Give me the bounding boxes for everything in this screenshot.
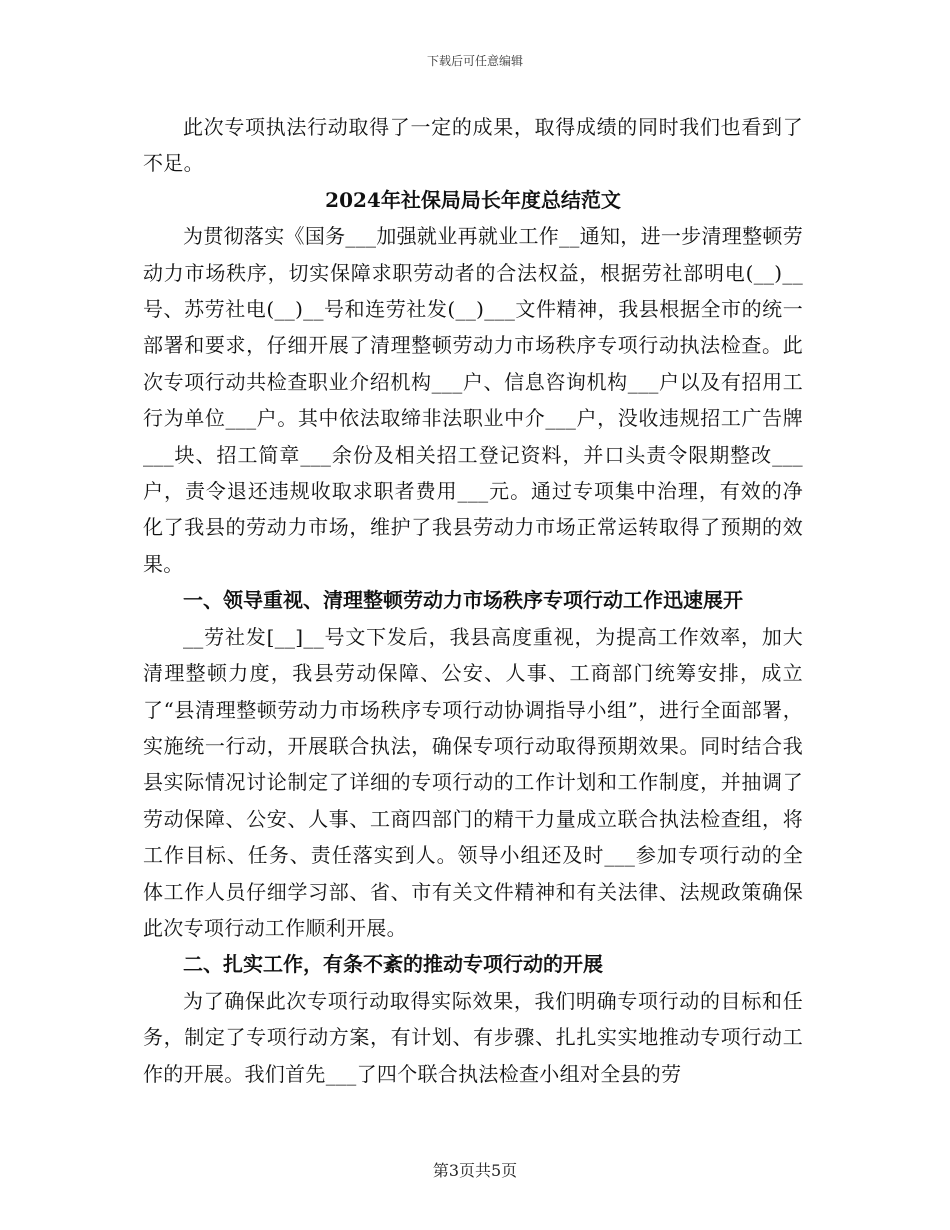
document-title: 2024年社保局局长年度总结范文 <box>325 187 621 212</box>
document-body <box>143 109 803 1092</box>
paragraph-2: __劳社发[__]__号文下发后，我县高度重视，为提高工作效率，加大清理整顿力度，我县劳动保障、公安、人事、工商部门统筹安排，成立了“县清理整顿劳动力市场秩序专项行动协调指导小组”，进行全面部署，实施统一行动，开展联合执法，确保专项行动取得预期效果。同时结合我县实际情况讨论制定了详细的专项行动的工作计划和工作制度，并抽调了劳动保障、公安、人事、工商四部门的精干力量成立联合执法检查组，将工作目标、任务、责任落实到人。领导小组还及时___参加专项行动的全体工作人员仔细学习部、省、市有关文件精神和有关法律、法规政策确保此次专项行动工作顺利开展。 <box>143 624 803 940</box>
page-footer: 第3页共5页 <box>432 1161 518 1180</box>
paragraph-3: 为了确保此次专项行动取得实际效果，我们明确专项行动的目标和任务，制定了专项行动方案，有计划、有步骤、扎扎实实地推动专项行动工作的开展。我们首先___了四个联合执法检查小组对全县的劳 <box>143 988 803 1086</box>
section-heading-1: 一、领导重视、清理整顿劳动力市场秩序专项行动工作迅速展开 <box>183 588 743 613</box>
paragraph-1: 为贯彻落实《国务___加强就业再就业工作__通知，进一步清理整顿劳动力市场秩序，切实保障求职劳动者的合法权益，根据劳社部明电(__)__号、苏劳社电(__)__号和连劳社发(__)___文件精神，我县根据全市的统一部署和要求，仔细开展了清理整顿劳动力市场秩序专项行动执法检查。此次专项行动共检查职业介绍机构___户、信息咨询机构___户以及有招用工行为单位___户。其中依法取缔非法职业中介___户，没收违规招工广告牌___块、招工简章___余份及相关招工登记资料，并口头责令限期整改___户，责令退还违规收取求职者费用___元。通过专项集中治理，有效的净化了我县的劳动力市场，维护了我县劳动力市场正常运转取得了预期的效果。 <box>143 224 803 576</box>
page-header-note: 下载后可任意编辑 <box>426 54 523 68</box>
section-heading-2: 二、扎实工作，有条不紊的推动专项行动的开展 <box>183 952 603 977</box>
paragraph-intro: 此次专项执法行动取得了一定的成果，取得成绩的同时我们也看到了不足。 <box>143 115 803 176</box>
